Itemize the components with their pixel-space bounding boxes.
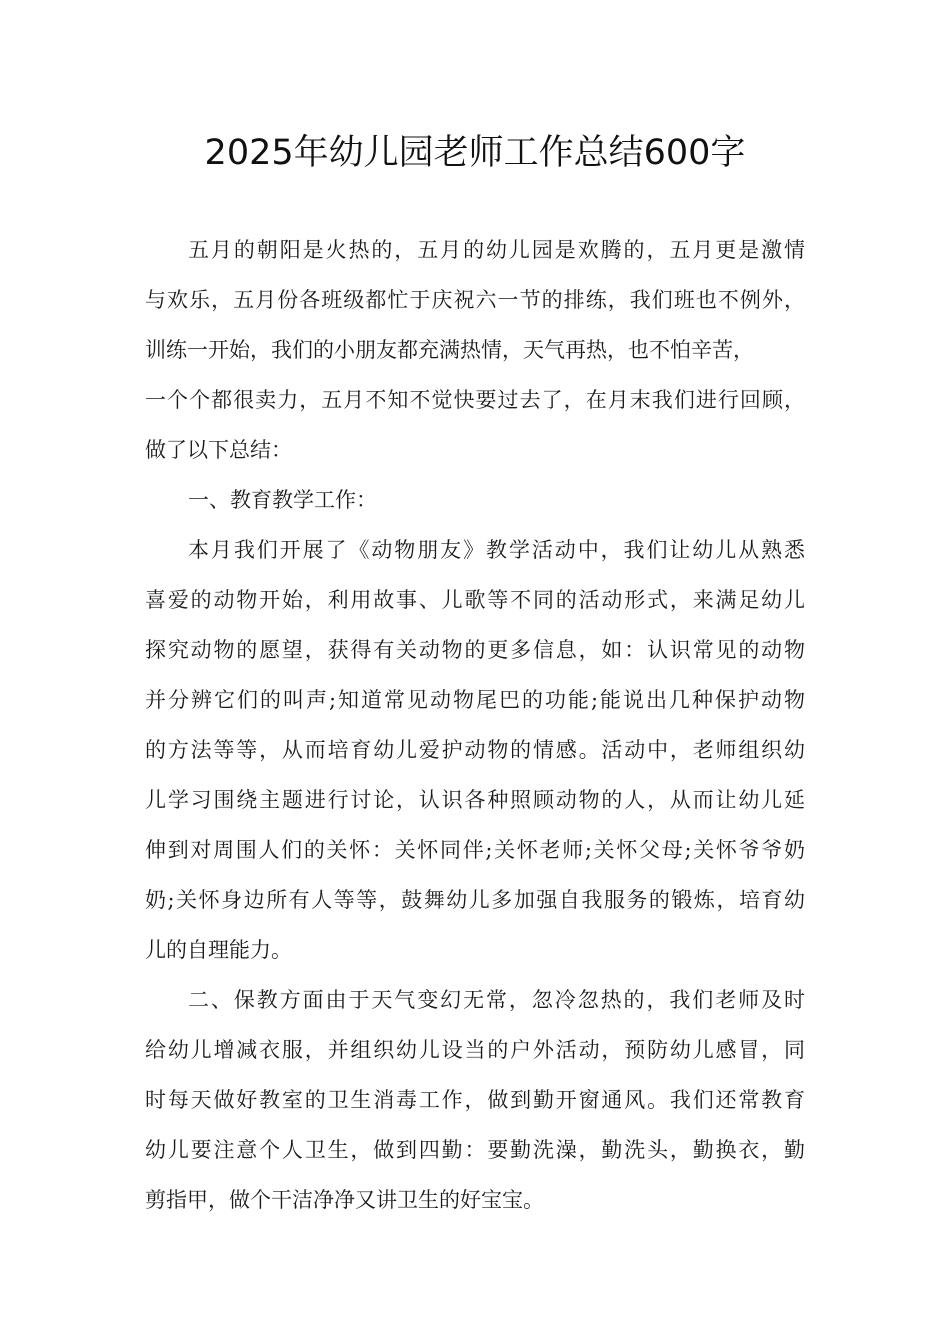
text-line: 的方法等等，从而培育幼儿爱护动物的情感。活动中，老师组织幼 [145, 738, 805, 762]
text-line: 给幼儿增减衣服，并组织幼儿设当的户外活动，预防幼儿感冒，同 [145, 1038, 805, 1062]
text-line: 时每天做好教室的卫生消毒工作，做到勤开窗通风。我们还常教育 [145, 1088, 805, 1112]
text-line: 训练一开始，我们的小朋友都充满热情，天气再热，也不怕辛苦， [145, 338, 754, 362]
text-line: 五月的朝阳是火热的，五月的幼儿园是欢腾的，五月更是激情 [188, 238, 805, 262]
document-title: 2025年幼儿园老师工作总结600字 [204, 133, 746, 173]
text-line: 喜爱的动物开始，利用故事、儿歌等不同的活动形式，来满足幼儿 [145, 588, 805, 612]
text-line: 与欢乐，五月份各班级都忙于庆祝六一节的排练，我们班也不例外， [145, 288, 805, 312]
text-line: 幼儿要注意个人卫生，做到四勤：要勤洗澡，勤洗头，勤换衣，勤 [145, 1138, 805, 1162]
text-line: 一个个都很卖力，五月不知不觉快要过去了，在月末我们进行回顾， [145, 388, 805, 412]
text-line: 做了以下总结： [145, 438, 292, 462]
text-line: 并分辨它们的叫声;知道常见动物尾巴的功能;能说出几种保护动物 [145, 688, 805, 712]
text-line: 本月我们开展了《动物朋友》教学活动中，我们让幼儿从熟悉 [188, 538, 805, 562]
text-line: 二、保教方面由于天气变幻无常，忽冷忽热的，我们老师及时 [188, 988, 805, 1012]
text-line: 奶;关怀身边所有人等等，鼓舞幼儿多加强自我服务的锻炼，培育幼 [145, 888, 805, 912]
section-heading: 一、教育教学工作： [188, 488, 377, 512]
text-line: 探究动物的愿望，获得有关动物的更多信息，如：认识常见的动物 [145, 638, 805, 662]
text-line: 剪指甲，做个干洁净净又讲卫生的好宝宝。 [145, 1188, 544, 1212]
text-line: 儿的自理能力。 [145, 938, 292, 962]
text-line: 儿学习围绕主题进行讨论，认识各种照顾动物的人，从而让幼儿延 [145, 788, 805, 812]
text-line: 伸到对周围人们的关怀：关怀同伴;关怀老师;关怀父母;关怀爷爷奶 [145, 838, 805, 862]
